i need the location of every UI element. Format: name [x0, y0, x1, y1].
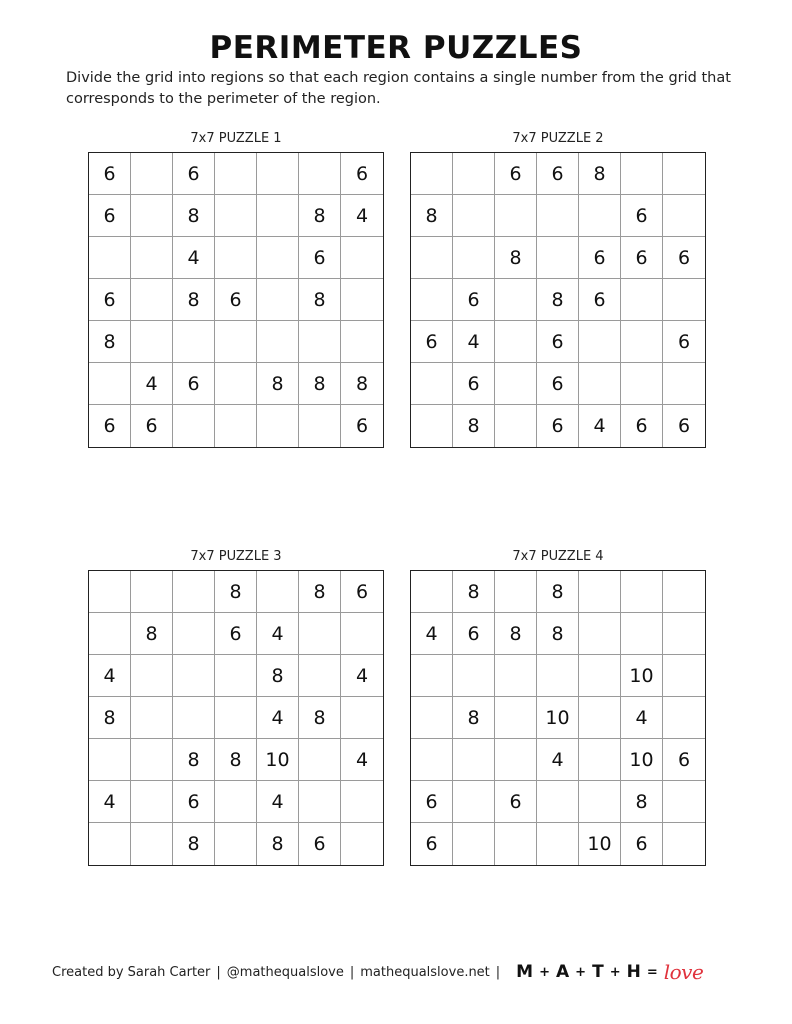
grid-cell: 4	[411, 613, 453, 655]
grid-cell	[89, 363, 131, 405]
grid-cell	[131, 279, 173, 321]
grid-cell	[537, 781, 579, 823]
grid-cell	[537, 823, 579, 865]
grid-cell	[495, 823, 537, 865]
grid-cell: 8	[257, 655, 299, 697]
footer-author: Created by Sarah Carter	[52, 964, 211, 980]
grid-cell: 8	[173, 739, 215, 781]
puzzle-3	[88, 548, 384, 866]
grid-cell: 8	[495, 613, 537, 655]
grid-cell: 6	[453, 279, 495, 321]
grid-cell	[495, 697, 537, 739]
grid-cell: 8	[89, 321, 131, 363]
footer-handle: @mathequalslove	[226, 964, 344, 980]
grid-cell: 6	[495, 781, 537, 823]
grid-cell: 10	[621, 739, 663, 781]
grid-cell	[495, 571, 537, 613]
grid-cell: 4	[257, 781, 299, 823]
grid-cell	[299, 739, 341, 781]
grid-cell: 10	[579, 823, 621, 865]
grid-cell	[131, 153, 173, 195]
puzzle-grid	[410, 152, 706, 448]
puzzle-label: 7x7 PUZZLE 1	[190, 131, 282, 146]
grid-cell	[411, 153, 453, 195]
grid-cell	[495, 405, 537, 447]
grid-cell	[663, 153, 705, 195]
grid-cell	[579, 613, 621, 655]
grid-cell	[257, 405, 299, 447]
puzzle-grid	[88, 570, 384, 866]
grid-cell	[257, 195, 299, 237]
grid-cell	[411, 363, 453, 405]
grid-cell	[411, 237, 453, 279]
grid-cell: 10	[257, 739, 299, 781]
grid-cell: 6	[299, 237, 341, 279]
grid-cell	[215, 237, 257, 279]
grid-cell: 4	[341, 195, 383, 237]
grid-cell	[341, 613, 383, 655]
grid-cell: 8	[341, 363, 383, 405]
grid-cell: 8	[579, 153, 621, 195]
grid-cell: 6	[537, 363, 579, 405]
grid-cell: 6	[537, 405, 579, 447]
puzzle-grid	[88, 152, 384, 448]
grid-cell	[579, 655, 621, 697]
grid-cell: 8	[495, 237, 537, 279]
grid-cell	[621, 363, 663, 405]
logo-letter: M	[516, 962, 534, 982]
grid-cell: 6	[341, 571, 383, 613]
grid-cell: 10	[537, 697, 579, 739]
grid-cell	[453, 237, 495, 279]
grid-cell	[621, 321, 663, 363]
grid-cell	[411, 739, 453, 781]
grid-cell	[299, 405, 341, 447]
grid-cell: 8	[537, 571, 579, 613]
grid-cell: 8	[131, 613, 173, 655]
grid-cell	[173, 613, 215, 655]
grid-cell	[299, 153, 341, 195]
logo-plus: +	[575, 964, 587, 980]
grid-cell: 6	[621, 405, 663, 447]
grid-cell: 8	[173, 823, 215, 865]
grid-cell	[621, 279, 663, 321]
grid-cell: 8	[299, 697, 341, 739]
grid-cell: 6	[173, 781, 215, 823]
grid-cell	[89, 237, 131, 279]
grid-cell	[257, 571, 299, 613]
grid-cell	[215, 405, 257, 447]
grid-cell	[579, 739, 621, 781]
grid-cell	[89, 739, 131, 781]
grid-cell: 4	[341, 739, 383, 781]
grid-cell	[299, 781, 341, 823]
grid-cell	[453, 739, 495, 781]
grid-cell	[173, 321, 215, 363]
grid-cell	[537, 237, 579, 279]
grid-cell: 6	[299, 823, 341, 865]
puzzle-2	[410, 130, 706, 448]
grid-cell	[411, 279, 453, 321]
grid-cell	[411, 655, 453, 697]
grid-cell	[89, 823, 131, 865]
grid-cell	[663, 823, 705, 865]
grid-cell	[215, 781, 257, 823]
grid-cell	[173, 571, 215, 613]
grid-cell	[173, 697, 215, 739]
grid-cell: 6	[89, 153, 131, 195]
grid-cell: 8	[537, 613, 579, 655]
grid-cell	[453, 195, 495, 237]
puzzle-label: 7x7 PUZZLE 3	[190, 549, 282, 564]
grid-cell	[579, 321, 621, 363]
logo-letter: H	[626, 962, 641, 982]
grid-cell	[621, 571, 663, 613]
instructions-text: Divide the grid into regions so that each region contains a single number from the grid that corresponds to the perimeter of the region.	[66, 70, 731, 107]
grid-cell	[495, 363, 537, 405]
grid-cell	[411, 571, 453, 613]
grid-cell	[453, 153, 495, 195]
grid-cell	[579, 195, 621, 237]
grid-cell: 8	[257, 363, 299, 405]
grid-cell: 6	[341, 153, 383, 195]
grid-cell: 6	[89, 195, 131, 237]
grid-cell: 4	[257, 613, 299, 655]
grid-cell	[341, 781, 383, 823]
grid-cell: 6	[663, 237, 705, 279]
grid-cell	[257, 321, 299, 363]
grid-cell: 6	[621, 237, 663, 279]
grid-cell	[215, 363, 257, 405]
grid-cell	[621, 153, 663, 195]
grid-cell	[495, 195, 537, 237]
grid-cell	[131, 781, 173, 823]
grid-cell	[663, 613, 705, 655]
grid-cell: 6	[621, 823, 663, 865]
grid-cell	[131, 697, 173, 739]
grid-cell: 4	[579, 405, 621, 447]
grid-cell: 6	[663, 739, 705, 781]
grid-cell	[341, 697, 383, 739]
grid-cell	[663, 697, 705, 739]
grid-cell	[341, 279, 383, 321]
grid-cell: 4	[341, 655, 383, 697]
grid-cell: 8	[257, 823, 299, 865]
grid-cell	[257, 237, 299, 279]
grid-cell	[495, 739, 537, 781]
grid-cell: 6	[173, 363, 215, 405]
grid-cell	[495, 655, 537, 697]
grid-cell: 6	[537, 153, 579, 195]
puzzle-label: 7x7 PUZZLE 2	[512, 131, 604, 146]
grid-cell	[131, 739, 173, 781]
logo-love: love	[663, 960, 704, 984]
grid-cell: 4	[173, 237, 215, 279]
grid-cell: 6	[537, 321, 579, 363]
grid-cell: 6	[579, 237, 621, 279]
grid-cell: 4	[621, 697, 663, 739]
grid-cell	[341, 321, 383, 363]
grid-cell: 8	[173, 279, 215, 321]
grid-cell	[215, 655, 257, 697]
footer-separator: |	[495, 964, 501, 980]
math-equals-love-logo	[516, 960, 703, 984]
logo-plus: +	[609, 964, 621, 980]
grid-cell	[453, 655, 495, 697]
grid-cell: 4	[537, 739, 579, 781]
footer-website: mathequalslove.net	[360, 964, 490, 980]
puzzle-1	[88, 130, 384, 448]
grid-cell: 8	[215, 571, 257, 613]
grid-cell: 6	[579, 279, 621, 321]
grid-cell: 8	[89, 697, 131, 739]
grid-cell	[411, 697, 453, 739]
grid-cell: 8	[453, 405, 495, 447]
footer-separator: |	[349, 964, 355, 980]
logo-equals: =	[646, 964, 658, 980]
logo-plus: +	[539, 964, 550, 980]
grid-cell: 8	[299, 195, 341, 237]
puzzle-label: 7x7 PUZZLE 4	[512, 549, 604, 564]
puzzle-4	[410, 548, 706, 866]
grid-cell	[453, 781, 495, 823]
grid-cell: 8	[299, 363, 341, 405]
grid-cell: 6	[663, 321, 705, 363]
grid-cell: 6	[215, 613, 257, 655]
grid-cell: 4	[131, 363, 173, 405]
grid-cell: 6	[355, 415, 369, 437]
grid-cell: 6	[89, 405, 131, 447]
grid-cell	[341, 237, 383, 279]
grid-cell	[411, 405, 453, 447]
grid-cell	[663, 655, 705, 697]
grid-cell	[579, 781, 621, 823]
grid-cell	[299, 321, 341, 363]
grid-cell	[579, 697, 621, 739]
grid-cell: 6	[621, 195, 663, 237]
grid-cell	[663, 571, 705, 613]
grid-cell: 8	[215, 739, 257, 781]
grid-cell: 8	[537, 279, 579, 321]
grid-cell: 4	[89, 781, 131, 823]
grid-cell	[257, 279, 299, 321]
page-title: PERIMETER PUZZLES	[209, 30, 583, 66]
grid-cell: 8	[453, 571, 495, 613]
logo-letter: A	[556, 962, 570, 982]
grid-cell: 6	[89, 279, 131, 321]
grid-cell	[215, 153, 257, 195]
grid-cell	[663, 781, 705, 823]
grid-cell: 6	[453, 363, 495, 405]
footer	[52, 958, 752, 986]
puzzle-grid	[410, 570, 706, 866]
grid-cell: 6	[411, 823, 453, 865]
grid-cell: 6	[215, 279, 257, 321]
grid-cell	[579, 363, 621, 405]
grid-cell	[663, 195, 705, 237]
grid-cell	[299, 655, 341, 697]
grid-cell	[215, 697, 257, 739]
grid-cell	[131, 195, 173, 237]
grid-cell	[173, 655, 215, 697]
grid-cell: 4	[453, 321, 495, 363]
grid-cell	[663, 363, 705, 405]
grid-cell	[215, 195, 257, 237]
grid-cell	[89, 571, 131, 613]
footer-separator: |	[216, 964, 221, 980]
grid-cell: 4	[89, 655, 131, 697]
grid-cell	[131, 823, 173, 865]
grid-cell: 6	[411, 321, 453, 363]
grid-cell: 8	[411, 195, 453, 237]
grid-cell: 6	[173, 153, 215, 195]
grid-cell: 6	[677, 415, 691, 437]
grid-cell	[173, 405, 215, 447]
grid-cell	[299, 613, 341, 655]
grid-cell	[621, 613, 663, 655]
logo-letter: T	[592, 962, 604, 982]
grid-cell: 4	[257, 697, 299, 739]
grid-cell	[131, 655, 173, 697]
grid-cell	[495, 321, 537, 363]
grid-cell	[579, 571, 621, 613]
grid-cell	[131, 321, 173, 363]
grid-cell	[131, 237, 173, 279]
grid-cell: 6	[411, 781, 453, 823]
grid-cell: 6	[453, 613, 495, 655]
grid-cell: 6	[495, 153, 537, 195]
grid-cell	[537, 655, 579, 697]
grid-cell	[663, 279, 705, 321]
grid-cell: 8	[173, 195, 215, 237]
grid-cell	[131, 571, 173, 613]
grid-cell	[537, 195, 579, 237]
grid-cell: 8	[299, 279, 341, 321]
grid-cell	[341, 823, 383, 865]
grid-cell	[495, 279, 537, 321]
grid-cell	[453, 823, 495, 865]
grid-cell	[257, 153, 299, 195]
grid-cell: 8	[299, 571, 341, 613]
grid-cell: 8	[621, 781, 663, 823]
grid-cell: 10	[621, 655, 663, 697]
grid-cell: 8	[453, 697, 495, 739]
grid-cell: 6	[131, 405, 173, 447]
grid-cell	[89, 613, 131, 655]
grid-cell	[215, 823, 257, 865]
grid-cell	[215, 321, 257, 363]
